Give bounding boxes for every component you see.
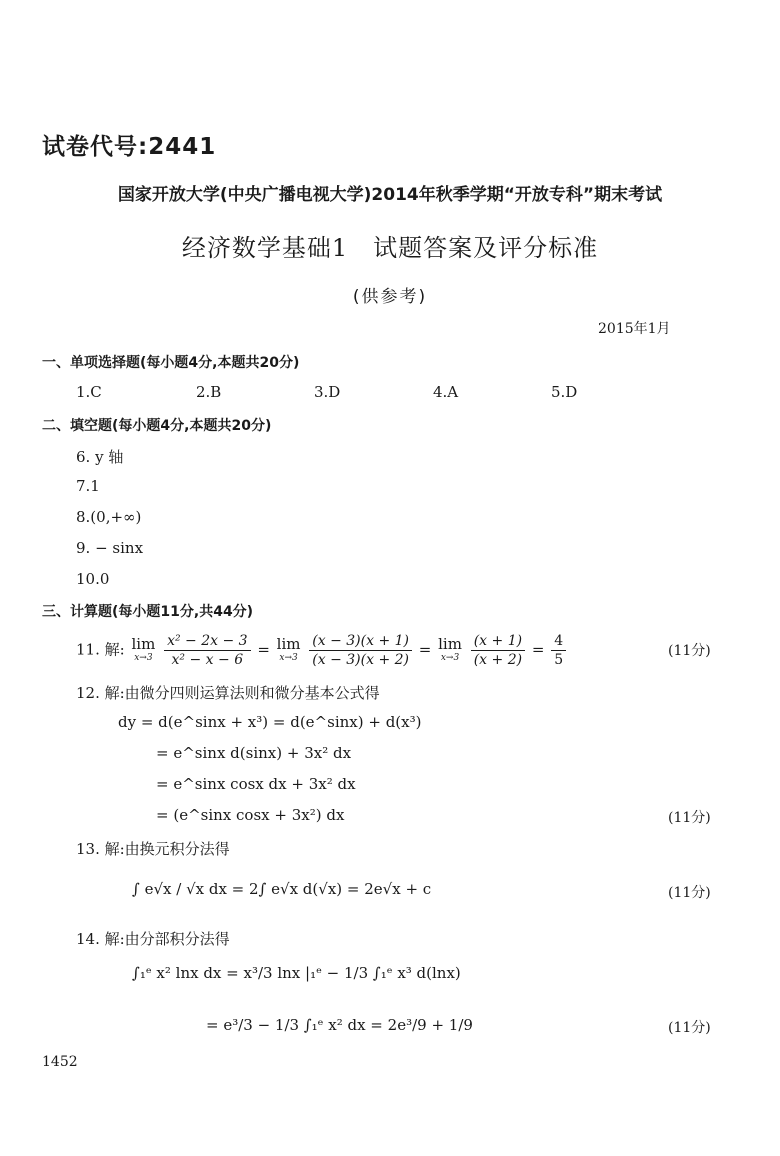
exam-title: 国家开放大学(中央广播电视大学)2014年秋季学期“开放专科”期末考试 xyxy=(117,185,663,205)
answer-1: 1.C xyxy=(76,383,102,401)
answer-2: 2.B xyxy=(196,383,222,401)
answer-8: 8.(0,+∞) xyxy=(76,508,142,526)
answer-4: 4.A xyxy=(433,383,459,401)
q12-score: (11分) xyxy=(668,810,711,826)
exam-code: 试卷代号:2441 xyxy=(42,134,217,160)
q13-lead: 13. 解:由换元积分法得 xyxy=(76,840,230,858)
answer-5: 5.D xyxy=(551,383,578,401)
q12-line-3: = e^sinx cosx dx + 3x² dx xyxy=(156,775,356,793)
answer-10: 10.0 xyxy=(76,570,110,588)
q12-lead: 12. 解:由微分四则运算法则和微分基本公式得 xyxy=(76,684,380,702)
section3-heading: 三、计算题(每小题11分,共44分) xyxy=(42,604,254,620)
q12-line-4: = (e^sinx cosx + 3x²) dx xyxy=(156,806,345,824)
q12-line-2: = e^sinx d(sinx) + 3x² dx xyxy=(156,744,352,762)
q11-lim-1: lim x→3 xyxy=(131,634,156,663)
subject-title: 经济数学基础1 试题答案及评分标准 xyxy=(181,234,599,262)
exam-date: 2015年1月 xyxy=(598,321,671,337)
section2-heading: 二、填空题(每小题4分,本题共20分) xyxy=(42,418,272,434)
q14-lead: 14. 解:由分部积分法得 xyxy=(76,930,230,948)
q13-expression: ∫ e√x / √x dx = 2∫ e√x d(√x) = 2e√x + c xyxy=(132,880,432,898)
answer-7: 7.1 xyxy=(76,477,100,495)
q13-score: (11分) xyxy=(668,885,711,901)
page-number: 1452 xyxy=(42,1054,78,1070)
answer-6: 6. y 轴 xyxy=(76,448,124,466)
q14-line-1: ∫₁ᵉ x² lnx dx = x³/3 lnx |₁ᵉ − 1/3 ∫₁ᵉ x³ d(lnx) xyxy=(132,964,461,982)
q11-frac-2: $\frac{(x - 3)(x + 1)}{(x - 3)(x + 2)}$ xyxy=(309,632,412,669)
reference-note: (供参考) xyxy=(352,287,428,307)
q11-lim-3: lim x→3 xyxy=(438,634,462,663)
q11-result: $\frac{4}{5}$ xyxy=(551,632,566,669)
q11-solution: 11. 解: lim x→3 $\frac{\text{x² − 2x − 3}}{\text{x² − x − 6}}$ = lim x→3 $\frac{(x - 3)(x + 1)}{(x - 3)(x + 2)}$ = lim x→3 $\frac{(x + 1)}{(x + 2)}$ = $\frac{4}{5}$ xyxy=(76,632,568,669)
q12-line-1: dy = d(e^sinx + x³) = d(e^sinx) + d(x³) xyxy=(118,713,422,731)
answer-3: 3.D xyxy=(314,383,341,401)
q11-lim-2: lim x→3 xyxy=(276,634,301,663)
q14-score: (11分) xyxy=(668,1020,711,1036)
q11-frac-1: $\frac{\text{x² − 2x − 3}}{\text{x² − x − 6}}$ xyxy=(164,632,250,669)
q11-score: (11分) xyxy=(668,643,711,659)
q11-lead: 11. 解: xyxy=(76,640,125,659)
section1-heading: 一、单项选择题(每小题4分,本题共20分) xyxy=(42,355,300,371)
q14-line-2: = e³/3 − 1/3 ∫₁ᵉ x² dx = 2e³/9 + 1/9 xyxy=(206,1016,473,1034)
q11-frac-3: $\frac{(x + 1)}{(x + 2)}$ xyxy=(471,632,525,669)
answer-9: 9. − sinx xyxy=(76,539,144,557)
